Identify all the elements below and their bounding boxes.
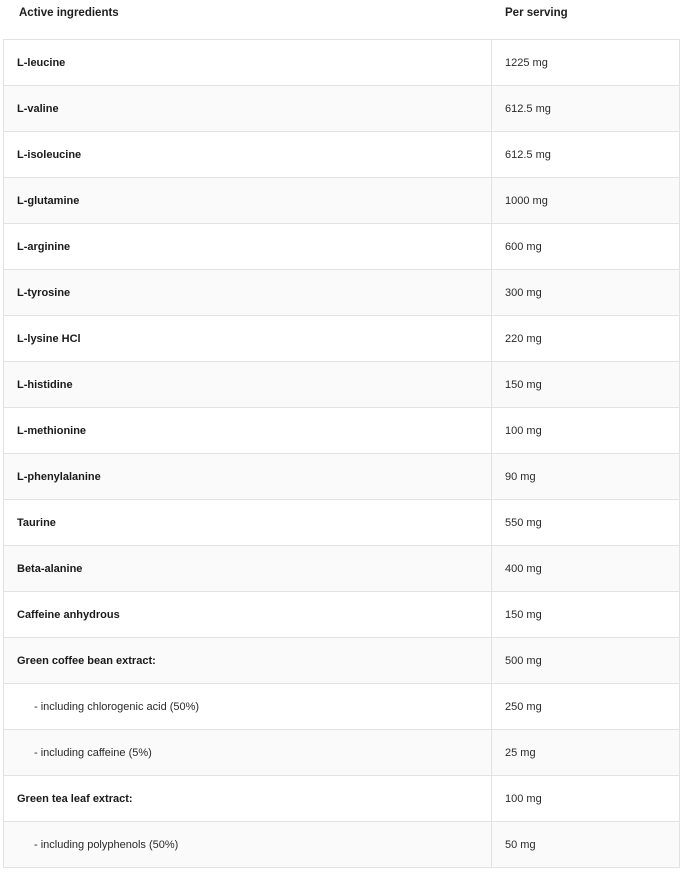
ingredient-name: - including chlorogenic acid (50%) [4, 684, 492, 730]
table-row [4, 408, 680, 454]
table-row [4, 178, 680, 224]
table-row [4, 132, 680, 178]
ingredient-amount: 1225 mg [492, 40, 680, 86]
ingredient-name: L-tyrosine [4, 270, 492, 316]
ingredient-amount: 100 mg [492, 408, 680, 454]
ingredient-amount: 600 mg [492, 224, 680, 270]
ingredient-amount: 250 mg [492, 684, 680, 730]
ingredient-amount: 1000 mg [492, 178, 680, 224]
table-row [4, 684, 680, 730]
ingredient-name: - including caffeine (5%) [4, 730, 492, 776]
ingredient-amount: 100 mg [492, 776, 680, 822]
ingredient-name: L-methionine [4, 408, 492, 454]
ingredient-name: Caffeine anhydrous [4, 592, 492, 638]
ingredient-amount: 300 mg [492, 270, 680, 316]
ingredient-name: Taurine [4, 500, 492, 546]
table-row [4, 638, 680, 684]
ingredient-name: L-valine [4, 86, 492, 132]
header-ingredients: Active ingredients [19, 7, 119, 19]
ingredient-amount: 612.5 mg [492, 86, 680, 132]
table-row [4, 546, 680, 592]
ingredient-amount: 25 mg [492, 730, 680, 776]
ingredient-amount: 400 mg [492, 546, 680, 592]
ingredient-name: Beta-alanine [4, 546, 492, 592]
ingredient-amount: 50 mg [492, 822, 680, 868]
table-row [4, 316, 680, 362]
ingredient-name: L-phenylalanine [4, 454, 492, 500]
table-row [4, 500, 680, 546]
ingredients-table [3, 39, 680, 868]
ingredients-table-body [4, 40, 680, 868]
ingredient-name: L-isoleucine [4, 132, 492, 178]
ingredient-amount: 220 mg [492, 316, 680, 362]
ingredient-name: Green coffee bean extract: [4, 638, 492, 684]
ingredient-amount: 612.5 mg [492, 132, 680, 178]
table-row [4, 592, 680, 638]
ingredient-name: - including polyphenols (50%) [4, 822, 492, 868]
ingredient-amount: 150 mg [492, 592, 680, 638]
table-row [4, 224, 680, 270]
ingredient-name: L-lysine HCl [4, 316, 492, 362]
ingredient-name: L-arginine [4, 224, 492, 270]
table-row [4, 822, 680, 868]
table-row [4, 454, 680, 500]
ingredient-name: L-histidine [4, 362, 492, 408]
ingredient-amount: 550 mg [492, 500, 680, 546]
ingredient-name: L-leucine [4, 40, 492, 86]
table-row [4, 40, 680, 86]
header-per-serving: Per serving [505, 7, 568, 19]
ingredient-amount: 90 mg [492, 454, 680, 500]
table-row [4, 362, 680, 408]
ingredient-name: Green tea leaf extract: [4, 776, 492, 822]
ingredient-name: L-glutamine [4, 178, 492, 224]
ingredient-amount: 150 mg [492, 362, 680, 408]
table-row [4, 270, 680, 316]
table-row [4, 776, 680, 822]
table-header [0, 0, 682, 39]
table-row [4, 730, 680, 776]
ingredient-amount: 500 mg [492, 638, 680, 684]
table-row [4, 86, 680, 132]
